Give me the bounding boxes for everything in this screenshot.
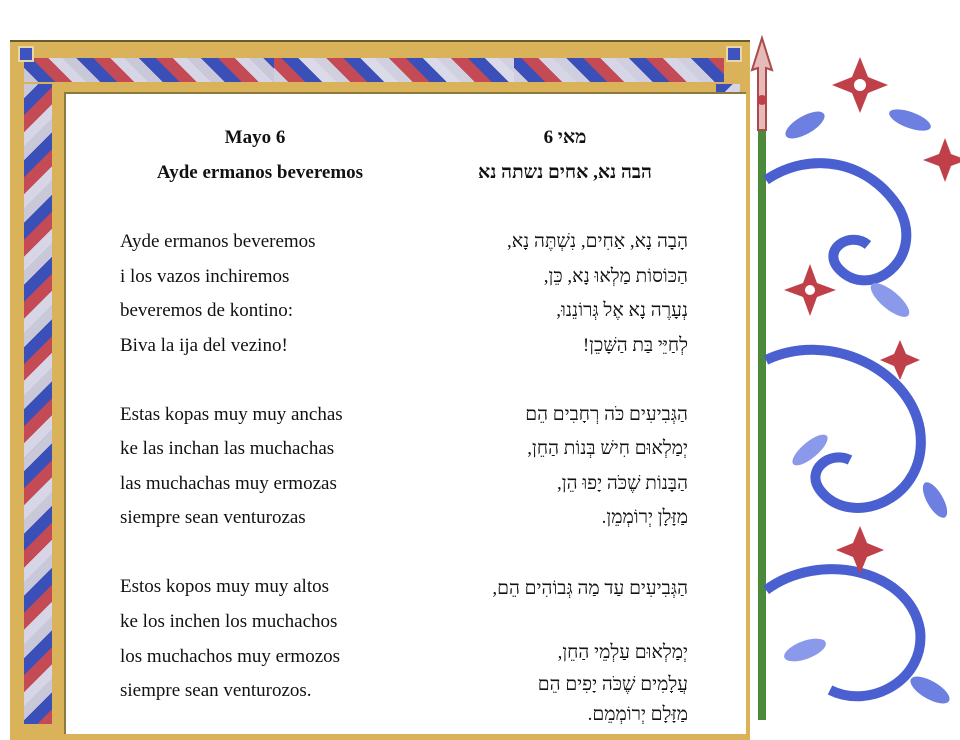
corner-ornament-right [726,46,742,62]
spear-finial-icon [752,38,772,130]
border-band-top-right [514,58,724,82]
hebrew-line: יְמַלְאוּם חִישׁ בְּנוֹת הַחֵן, [527,438,688,459]
hebrew-line: הַגְּבִיעִים כֹּה רְחָבִים הֵם [525,404,688,425]
hebrew-date: מאי 6 [543,127,587,148]
spanish-line: Ayde ermanos beveremos [120,231,316,252]
hebrew-line: הַגְּבִיעִים עַד מַה גְּבוֹהִים הֵם, [492,578,688,599]
spanish-line: siempre sean venturozas [120,507,306,528]
leaf-1 [781,106,828,144]
corner-ornament-left [18,46,34,62]
spanish-line: las muchachas muy ermozas [120,473,337,494]
red-flower-mid [784,264,836,316]
hebrew-line: לְחַיֵּי בַּת הַשָּׁכֵן! [582,335,688,356]
hebrew-line: הַכּוֹסוֹת מַלְאוּ נָא, כֵּן, [543,266,688,287]
spanish-line: los muchachos muy ermozos [120,646,341,667]
spanish-line: beveremos de kontino: [120,300,294,321]
spanish-line: ke las inchan las muchachas [120,438,335,459]
hebrew-line: עֲלָמִים שֶׁכֹּה יָפִים הֵם [537,674,688,695]
hebrew-line: מַזָּלָן יְרוֹמְמֵן. [601,507,688,528]
vine-swirl-lower [766,569,920,696]
hebrew-line: יְמַלְאוּם עַלְמֵי הַחֵן, [557,642,688,663]
vine-stem [758,130,766,720]
red-flower-top [832,57,888,113]
spanish-date: Mayo 6 [224,127,286,148]
leaf-2 [887,105,934,135]
border-band-top-left [24,58,274,82]
vine-swirl-upper [766,163,906,280]
hebrew-line: הַבָּנוֹת שֶׁכֹּה יָפוּ הֵן, [557,473,688,494]
border-band-left [24,84,52,724]
border-band-top-middle [274,58,514,82]
spanish-line: ke los inchen los muchachos [120,611,338,632]
spanish-title: Ayde ermanos beveremos [156,162,364,183]
leaf-6 [781,634,829,666]
leaf-3 [866,278,914,323]
hebrew-line: נְעָרֶה נָא אֶל גְּרוֹנֵנוּ, [556,300,688,321]
leaf-5 [918,479,952,522]
hebrew-title: הבה נא, אחים נשתה נא [478,162,652,183]
spanish-line: i los vazos inchiremos [120,266,290,287]
spanish-line: Estos kopos muy muy altos [120,576,330,597]
spanish-line: siempre sean venturozos. [120,680,312,701]
spanish-line: Biva la ija del vezino! [120,335,288,356]
spanish-line: Estas kopas muy muy anchas [120,404,343,425]
floral-vine-ornament [750,30,960,720]
hebrew-line: מַזָּלָם יְרוֹמְמֵם. [587,704,688,725]
hebrew-line: הָבָה נָא, אַחִים, נִשְׁתֶּה נָא, [506,231,688,252]
red-flower-right [923,138,960,182]
leaf-7 [906,671,953,709]
frame-top-rule [10,40,750,42]
finial-bead [757,95,767,105]
